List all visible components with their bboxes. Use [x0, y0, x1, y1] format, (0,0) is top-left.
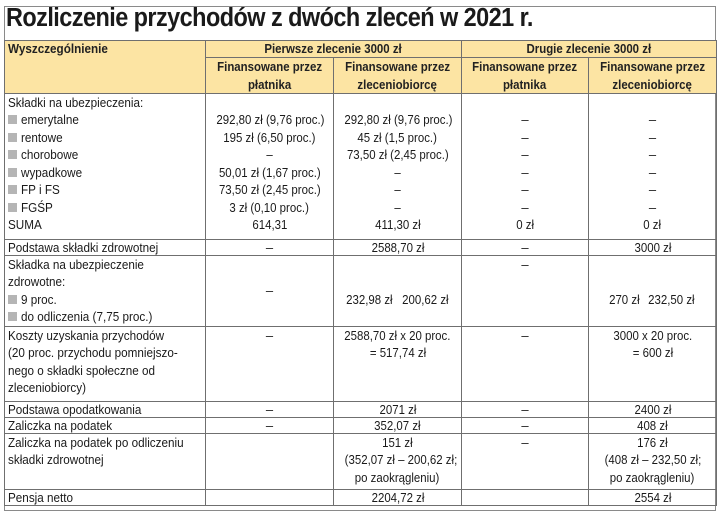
- insurance-heading: Składki na ubezpieczenia:: [8, 94, 144, 110]
- square-bullet-icon: [8, 150, 17, 159]
- header-c3: Finansowane przez płatnika: [462, 58, 589, 94]
- square-bullet-icon: [8, 312, 17, 321]
- table-row-tax-advance: Zaliczka na podatek – 352,07 zł – 408 zł: [5, 417, 717, 433]
- table-row-tax-after-deduction: Zaliczka na podatek po odliczeniu składki zdrowotnej 151 zł (352,07 zł – 200,62 zł; po zaokrągleniu) – 176 zł (408 zł – 232,50 zł; po zaokrągleniu): [5, 433, 717, 489]
- header-description: Wyszczególnienie: [5, 41, 206, 94]
- table-row-net-pay: Pensja netto 2204,72 zł 2554 zł: [5, 489, 717, 505]
- square-bullet-icon: [8, 203, 17, 212]
- table-row-health-base: Podstawa składki zdrowotnej – 2588,70 zł – 3000 zł: [5, 239, 717, 255]
- header-c1: Finansowane przez płatnika: [206, 58, 334, 94]
- sum-label: SUMA: [8, 217, 42, 232]
- table-row-health: Składka na ubezpieczenie zdrowotne: 9 proc. do odliczenia (7,75 proc.) – 232,98 zł 200,62 zł – 270 zł 232,50 zł: [5, 255, 717, 326]
- header-c2: Finansowane przez zleceniobiorcę: [334, 58, 462, 94]
- square-bullet-icon: [8, 295, 17, 304]
- square-bullet-icon: [8, 115, 17, 124]
- square-bullet-icon: [8, 185, 17, 194]
- square-bullet-icon: [8, 168, 17, 177]
- table-row-tax-base: Podstawa opodatkowania – 2071 zł – 2400 zł: [5, 401, 717, 417]
- insurance-c3: – – – – – – 0 zł: [462, 93, 589, 239]
- insurance-label-cell: Składki na ubezpieczenia: emerytalne rentowe chorobowe wypadkowe FP i FS FGŚP SUMA: [5, 93, 206, 239]
- settlement-table: [4, 40, 717, 506]
- table-row-costs: Koszty uzyskania przychodów (20 proc. przychodu pomniejszo- nego o składki społeczne od zleceniobiorcy) – 2588,70 zł x 20 proc. = 517,74 zł – 3000 x 20 proc. = 600 zł: [5, 326, 717, 401]
- insurance-c4: – – – – – – 0 zł: [589, 93, 717, 239]
- header-first-contract: Pierwsze zlecenie 3000 zł: [206, 41, 462, 58]
- header-row-groups: [5, 41, 717, 58]
- header-second-contract: Drugie zlecenie 3000 zł: [462, 41, 717, 58]
- table-row-insurance: [5, 93, 717, 239]
- insurance-c1: 292,80 zł (9,76 proc.) 195 zł (6,50 proc.) – 50,01 zł (1,67 proc.) 73,50 zł (2,45 proc.) 3 zł (0,10 proc.) 614,31: [206, 93, 334, 239]
- insurance-c2: 292,80 zł (9,76 proc.) 45 zł (1,5 proc.) 73,50 zł (2,45 proc.) – – – 411,30 zł: [334, 93, 462, 239]
- square-bullet-icon: [8, 133, 17, 142]
- page-title: Rozliczenie przychodów z dwóch zleceń w 2021 r.: [6, 4, 533, 32]
- header-c4: Finansowane przez zleceniobiorcę: [589, 58, 717, 94]
